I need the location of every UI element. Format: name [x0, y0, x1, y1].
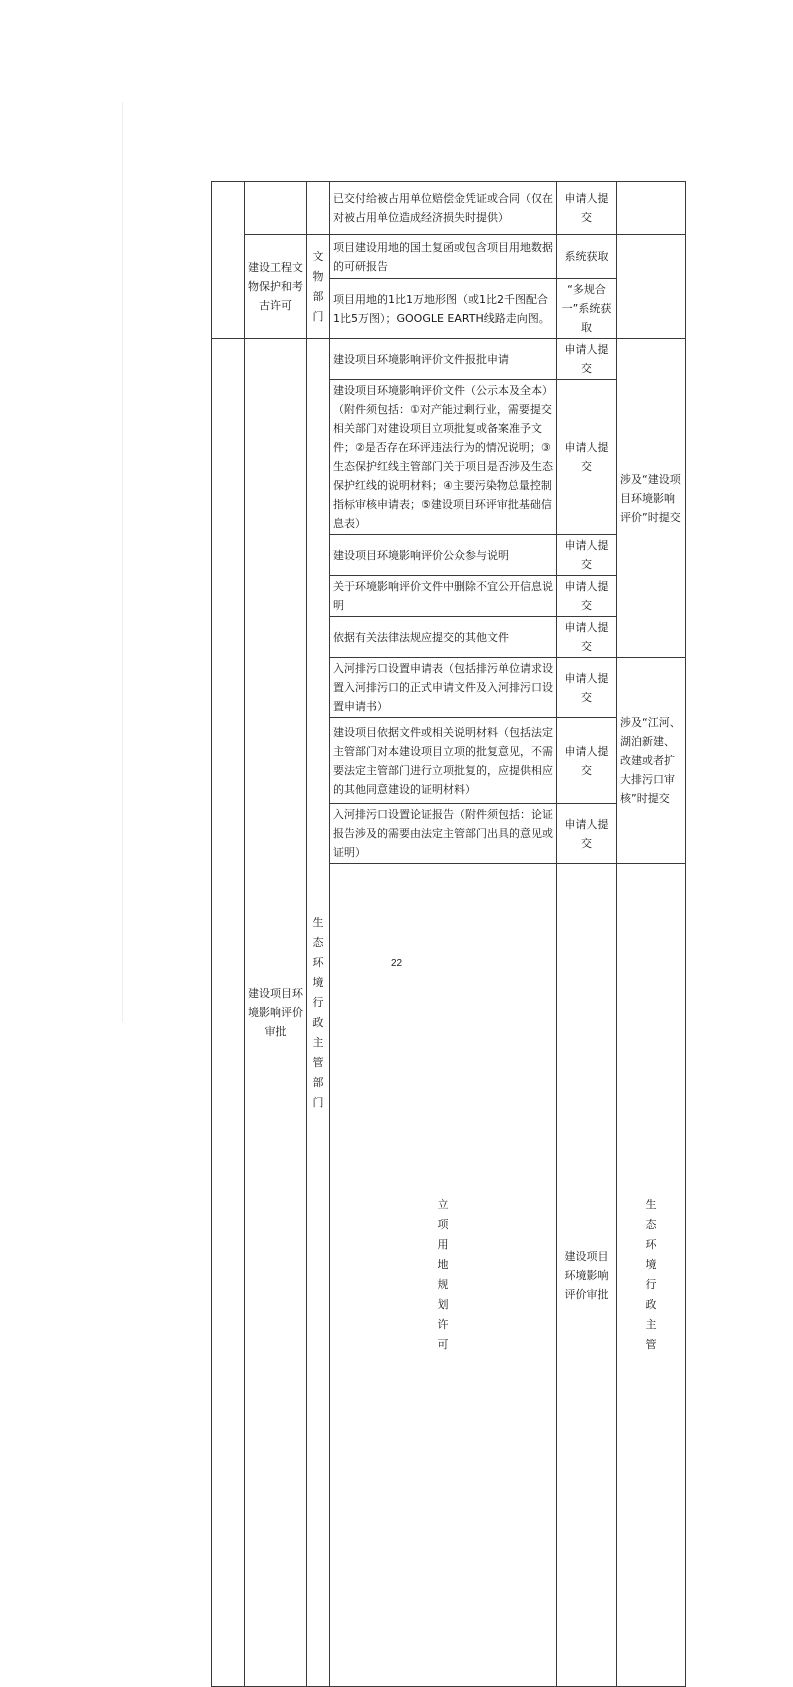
dept-label: 生态环境行政主管部门	[312, 915, 324, 1109]
table-row	[212, 339, 686, 380]
item-cell-wenwu: 建设工程文物保护和考古许可	[245, 235, 307, 339]
dept-cell-shengtai	[307, 339, 330, 1687]
note-cell-paiwu: 涉及“江河、湖泊新建、改建或者扩大排污口审核”时提交	[617, 658, 686, 864]
source-cell: 申请人提交	[557, 718, 617, 804]
dept-cell-wenwu	[307, 235, 330, 339]
category-cell-empty	[212, 339, 245, 1687]
material-cell: 建设项目环境影响评价文件报批申请	[330, 339, 557, 380]
source-cell: 申请人提交	[557, 535, 617, 576]
category-label: 立项用地规划许可	[437, 1198, 449, 1351]
table-row	[212, 235, 686, 279]
material-cell: 建设项目环境影响评价公众参与说明	[330, 535, 557, 576]
item-cell-huanping: 建设项目环境影响评价审批	[557, 864, 617, 1687]
dept-label: 文物部门	[312, 249, 324, 323]
note-cell-huanping: 涉及“建设项目环境影响评价”时提交	[617, 339, 686, 658]
material-cell: 建设项目依据文件或相关说明材料（包括法定主管部门对本建设项目立项的批复意见，不需要法定主管部门进行立项批复的，应提供相应的其他同意建设的证明材料）	[330, 718, 557, 804]
material-cell: 依据有关法律法规应提交的其他文件	[330, 617, 557, 658]
dept-cell-empty	[307, 182, 330, 235]
source-cell: 系统获取	[557, 235, 617, 279]
table-row	[212, 182, 686, 235]
source-cell: 申请人提交	[557, 617, 617, 658]
note-cell-empty	[617, 182, 686, 235]
material-cell: 项目用地的1比1万地形图（或1比2千图配合1比5万图）；GOOGLE EARTH线路走向图。	[330, 279, 557, 339]
item-cell-huanping: 建设项目环境影响评价审批	[245, 339, 307, 1687]
material-cell: 项目建设用地的国土复函或包含项目用地数据的可研报告	[330, 235, 557, 279]
item-cell-empty	[245, 182, 307, 235]
source-cell: 申请人提交	[557, 576, 617, 617]
category-cell-lixiang	[330, 864, 557, 1687]
dept-cell-shengtai	[617, 864, 686, 1687]
source-cell: “多规合一”系统获取	[557, 279, 617, 339]
source-cell: 申请人提交	[557, 339, 617, 380]
material-cell: 建设项目环境影响评价文件（公示本及全本）（附件须包括：①对产能过剩行业，需要提交相关部门对建设项目立项批复或备案准予文件；②是否存在环评违法行为的情况说明；③生态保护红线主管部门关于项目是否涉及生态保护红线的说明材料；④主要污染物总量控制指标审核申请表；⑤建设项目环评审批基础信息表）	[330, 380, 557, 535]
category-cell-empty	[212, 182, 245, 339]
source-cell: 申请人提交	[557, 804, 617, 864]
material-cell: 关于环境影响评价文件中删除不宜公开信息说明	[330, 576, 557, 617]
page-edge-line	[122, 102, 123, 1022]
source-cell: 申请人提交	[557, 380, 617, 535]
material-cell: 已交付给被占用单位赔偿金凭证或合同（仅在对被占用单位造成经济损失时提供）	[330, 182, 557, 235]
requirements-table	[211, 181, 686, 1687]
source-cell: 申请人提交	[557, 182, 617, 235]
material-cell: 入河排污口设置申请表（包括排污单位请求设置入河排污口的正式申请文件及入河排污口设置申请书）	[330, 658, 557, 718]
material-cell: 入河排污口设置论证报告（附件须包括：论证报告涉及的需要由法定主管部门出具的意见或证明）	[330, 804, 557, 864]
note-cell-empty	[617, 235, 686, 339]
dept-label: 生态环境行政主管	[645, 1198, 657, 1351]
page-number: 22	[390, 958, 403, 969]
source-cell: 申请人提交	[557, 658, 617, 718]
